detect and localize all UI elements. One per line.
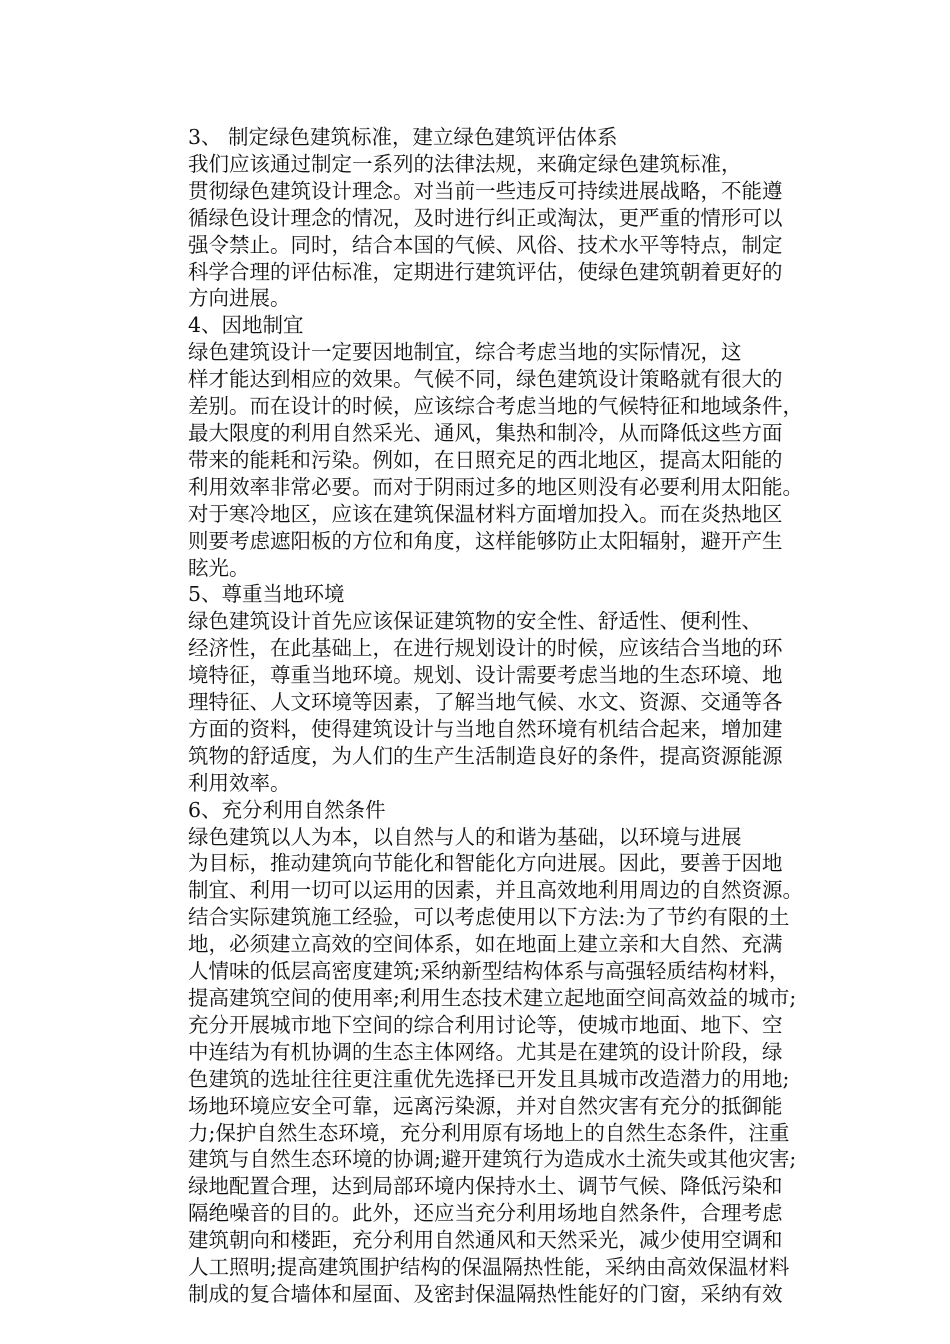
- text-line: 人工照明;提高建筑围护结构的保温隔热性能，采纳由高效保温材料: [188, 1255, 790, 1280]
- section-paragraph-4: [144, 339, 806, 581]
- document-page: [144, 124, 806, 1308]
- text-line: 力;保护自然生态环境，充分利用原有场地上的自然生态条件，注重: [188, 1120, 790, 1145]
- section-paragraph-3: [144, 151, 806, 312]
- text-line: 利用效率。: [188, 770, 291, 795]
- text-line: 场地环境应安全可靠，远离污染源，并对自然灾害有充分的抵御能: [188, 1093, 783, 1118]
- text-line: 建筑朝向和楼距，充分利用自然通风和天然采光，减少使用空调和: [188, 1228, 783, 1253]
- section-paragraph-6: [144, 824, 806, 1308]
- text-line: 中连结为有机协调的生态主体网络。尤其是在建筑的设计阶段，绿: [188, 1039, 783, 1064]
- text-line: 方向进展。: [188, 286, 291, 311]
- text-line: 结合实际建筑施工经验，可以考虑使用以下方法:为了节约有限的土: [188, 905, 790, 930]
- text-line: 筑物的舒适度，为人们的生产生活制造良好的条件，提高资源能源: [188, 743, 783, 768]
- text-line: 绿色建筑设计首先应该保证建筑物的安全性、舒适性、便利性、: [188, 609, 762, 634]
- text-line: 制宜、利用一切可以运用的因素，并且高效地利用周边的自然资源。: [188, 878, 803, 903]
- text-line: 隔绝噪音的目的。此外，还应当充分利用场地自然条件，合理考虑: [188, 1201, 783, 1226]
- text-line: 贯彻绿色建筑设计理念。对当前一些违反可持续进展战略，不能遵: [188, 178, 783, 203]
- text-line: 则要考虑遮阳板的方位和角度，这样能够防止太阳辐射，避开产生: [188, 528, 783, 553]
- section-heading-6: 6、充分利用自然条件: [188, 797, 386, 822]
- text-line: 建筑与自然生态环境的协调;避开建筑行为造成水土流失或其他灾害;: [188, 1147, 797, 1172]
- text-line: 理特征、人文环境等因素，了解当地气候、水文、资源、交通等各: [188, 690, 783, 715]
- text-line: 色建筑的选址往往更注重优先选择已开发且具城市改造潜力的用地;: [188, 1066, 790, 1091]
- text-line: 境特征，尊重当地环境。规划、设计需要考虑当地的生态环境、地: [188, 663, 783, 688]
- text-line: 提高建筑空间的使用率;利用生态技术建立起地面空间高效益的城市;: [188, 986, 797, 1010]
- text-line: 绿地配置合理，达到局部环境内保持水土、调节气候、降低污染和: [188, 1174, 783, 1199]
- text-line: 带来的能耗和污染。例如，在日照充足的西北地区，提高太阳能的: [188, 447, 783, 472]
- text-line: 我们应该通过制定一系列的法律法规，来确定绿色建筑标准，: [188, 151, 742, 176]
- text-line: 眩光。: [188, 555, 250, 580]
- text-line: 方面的资料，使得建筑设计与当地自然环境有机结合起来，增加建: [188, 716, 783, 741]
- text-line: 制成的复合墙体和屋面、及密封保温隔热性能好的门窗，采纳有效: [188, 1281, 783, 1306]
- text-line: 绿色建筑设计一定要因地制宜，综合考虑当地的实际情况，这: [188, 340, 742, 365]
- section-heading-3: 3、 制定绿色建筑标准，建立绿色建筑评估体系: [188, 125, 618, 149]
- section-heading-5: 5、尊重当地环境: [188, 582, 345, 607]
- text-line: 绿色建筑以人为本，以自然与人的和谐为基础，以环境与进展: [188, 824, 742, 849]
- text-line: 为目标，推动建筑向节能化和智能化方向进展。因此，要善于因地: [188, 851, 783, 876]
- section-heading-4: 4、因地制宜: [188, 313, 304, 338]
- text-line: 差别。而在设计的时候，应该综合考虑当地的气候特征和地域条件，: [188, 394, 803, 419]
- text-line: 充分开展城市地下空间的综合利用讨论等，使城市地面、地下、空: [188, 1012, 783, 1037]
- text-line: 强令禁止。同时，结合本国的气候、风俗、技术水平等特点，制定: [188, 232, 783, 257]
- text-line: 地，必须建立高效的空间体系，如在地面上建立亲和大自然、充满: [188, 932, 783, 957]
- text-line: 对于寒冷地区，应该在建筑保温材料方面增加投入。而在炎热地区: [188, 501, 783, 526]
- text-line: 样才能达到相应的效果。气候不同，绿色建筑设计策略就有很大的: [188, 367, 783, 392]
- text-line: 利用效率非常必要。而对于阴雨过多的地区则没有必要利用太阳能。: [188, 474, 803, 499]
- text-line: 最大限度的利用自然采光、通风，集热和制冷，从而降低这些方面: [188, 420, 783, 445]
- text-line: 科学合理的评估标准，定期进行建筑评估，使绿色建筑朝着更好的: [188, 259, 783, 284]
- section-paragraph-5: [144, 608, 806, 796]
- text-line: 循绿色设计理念的情况，及时进行纠正或淘汰，更严重的情形可以: [188, 205, 783, 230]
- text-line: 人情味的低层高密度建筑;采纳新型结构体系与高强轻质结构材料，: [188, 959, 790, 984]
- text-line: 经济性，在此基础上，在进行规划设计的时候，应该结合当地的环: [188, 636, 783, 661]
